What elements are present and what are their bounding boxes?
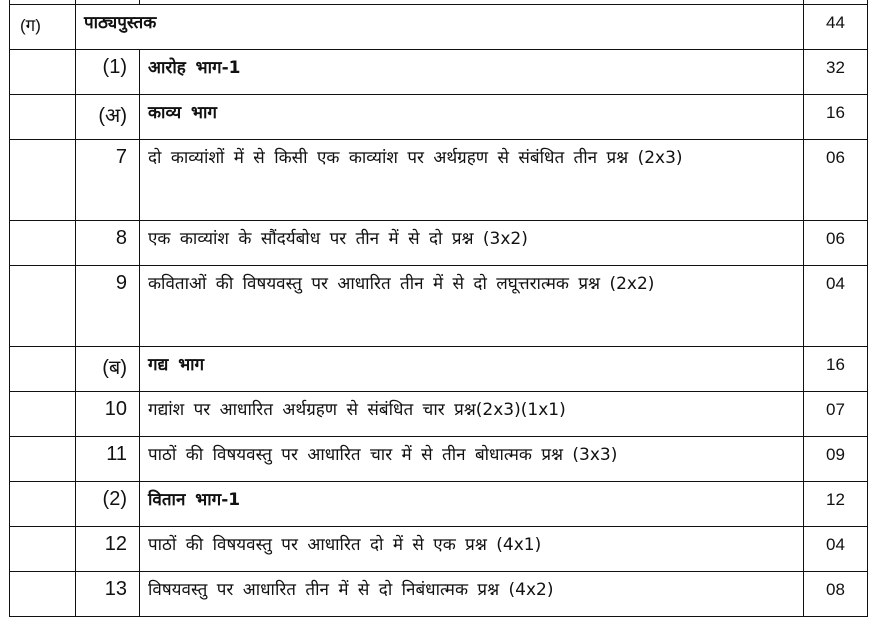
row-description: पाठों की विषयवस्तु पर आधारित चार में से तीन बोधात्मक प्रश्न (3x3) — [140, 437, 804, 482]
row-marks: 12 — [804, 482, 868, 527]
row-marks: 16 — [804, 347, 868, 392]
row-description: पाठों की विषयवस्तु पर आधारित दो में से एक प्रश्न (4x1) — [140, 527, 804, 572]
row-number: 9 — [76, 266, 140, 347]
row-number: (अ) — [76, 95, 140, 140]
table-row — [10, 266, 868, 347]
row-number: 10 — [76, 392, 140, 437]
table-row — [10, 50, 868, 95]
row-description: काव्य भाग — [140, 95, 804, 140]
table-row — [10, 392, 868, 437]
section-code: (ग) — [10, 5, 76, 50]
table-row — [10, 140, 868, 221]
row-description: दो काव्यांशों में से किसी एक काव्यांश पर अर्थग्रहण से संबंधित तीन प्रश्न (2x3) — [140, 140, 804, 221]
row-number: (2) — [76, 482, 140, 527]
row-marks: 07 — [804, 392, 868, 437]
row-marks: 16 — [804, 95, 868, 140]
row-number: 11 — [76, 437, 140, 482]
row-marks: 04 — [804, 527, 868, 572]
table-row — [10, 527, 868, 572]
row-number: 13 — [76, 572, 140, 617]
row-marks: 08 — [804, 572, 868, 617]
row-number: (1) — [76, 50, 140, 95]
table-row — [10, 482, 868, 527]
row-number: 12 — [76, 527, 140, 572]
row-description: कविताओं की विषयवस्तु पर आधारित तीन में से दो लघूत्तरात्मक प्रश्न (2x2) — [140, 266, 804, 347]
row-description: गद्यांश पर आधारित अर्थग्रहण से संबंधित चार प्रश्न(2x3)(1x1) — [140, 392, 804, 437]
row-number: 7 — [76, 140, 140, 221]
row-description: गद्य भाग — [140, 347, 804, 392]
row-number: 8 — [76, 221, 140, 266]
row-description: एक काव्यांश के सौंदर्यबोध पर तीन में से दो प्रश्न (3x2) — [140, 221, 804, 266]
row-number: (ब) — [76, 347, 140, 392]
row-description: विषयवस्तु पर आधारित तीन में से दो निबंधात्मक प्रश्न (4x2) — [140, 572, 804, 617]
marks-distribution-table — [9, 0, 868, 617]
row-description: वितान भाग-1 — [140, 482, 804, 527]
table-row — [10, 347, 868, 392]
row-description: आरोह भाग-1 — [140, 50, 804, 95]
table-row — [10, 572, 868, 617]
table-row — [10, 221, 868, 266]
section-title: पाठ्यपुस्तक — [76, 5, 804, 50]
row-marks: 06 — [804, 140, 868, 221]
table-row — [10, 437, 868, 482]
row-marks: 09 — [804, 437, 868, 482]
row-marks: 04 — [804, 266, 868, 347]
table-row — [10, 95, 868, 140]
section-marks: 44 — [804, 5, 868, 50]
row-marks: 06 — [804, 221, 868, 266]
section-row — [10, 5, 868, 50]
row-marks: 32 — [804, 50, 868, 95]
